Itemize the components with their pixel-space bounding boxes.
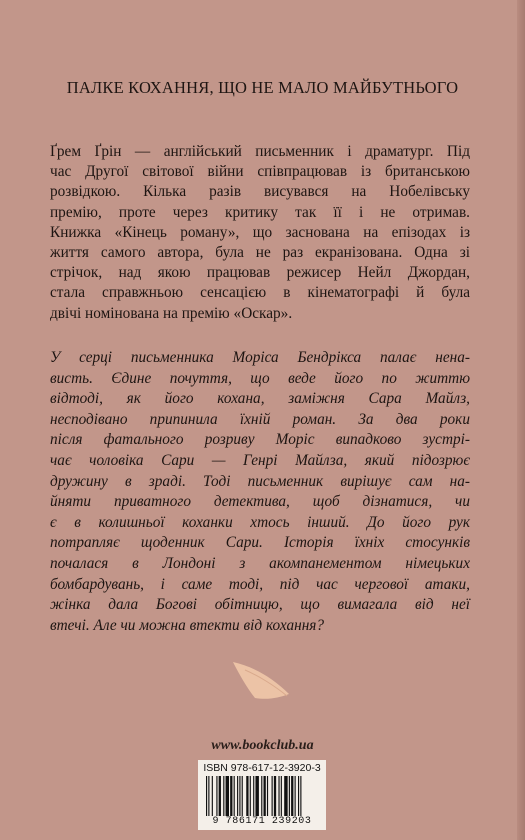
synopsis-line: відтоді, як його кохана, заміжня Сара Майлз, [50, 390, 470, 408]
publisher-url: www.bookclub.ua [211, 738, 314, 753]
cover-title: ПАЛКЕ КОХАННЯ, ЩО НЕ МАЛО МАЙБУТНЬОГО [66, 78, 459, 97]
author-line: розвідкою. Кілька разів висувався на Нобелівську [50, 183, 470, 201]
synopsis-line: жінка дала Богові обітницю, що вимагала від неї [50, 596, 470, 614]
synopsis-line: є в колишньої коханки хтось інший. До його рук [50, 513, 470, 531]
synopsis-line: втечі. Але чи можна втекти від кохання? [50, 616, 325, 634]
book-page-logo-icon [231, 658, 295, 702]
author-line: стала справжньою сенсацією в кінематографі й була [50, 284, 470, 302]
barcode-panel [198, 760, 326, 830]
author-paragraph [50, 142, 470, 324]
synopsis-line: дружину в зраді. Тоді письменник вирішує сам на- [50, 472, 470, 490]
author-line: час Другої світової війни співпрацював із британською [50, 163, 470, 181]
isbn-text: ISBN 978-617-12-3920-3 [203, 762, 321, 774]
synopsis-line: У серці письменника Моріса Бендрікса палає нена- [50, 349, 470, 366]
author-line: премію, проте через критику так її і не отримав. [50, 203, 470, 221]
synopsis-line: висть. Єдине почуття, що веде його по життю [50, 369, 470, 387]
author-line: Ґрем Ґрін — англійський письменник і драматург. Під [50, 143, 470, 160]
author-line: життя самого автора, була не раз екранізована. Одна зі [50, 244, 470, 262]
synopsis-line: бомбардувань, і саме тоді, під час чергової атаки, [50, 575, 470, 593]
synopsis-line: після фатального розриву Моріс випадково зустрі- [50, 431, 470, 449]
author-line: стрічок, над якою працював режисер Нейл Джордан, [50, 264, 470, 282]
synopsis-line: йняти приватного детектива, щоб дізнатися, чи [50, 493, 470, 511]
cover-edge [517, 0, 525, 840]
author-line: Книжка «Кінець роману», що заснована на епізодах із [50, 223, 470, 241]
synopsis-line: потрапляє щоденник Сари. Історія їхніх стосунків [50, 534, 470, 552]
synopsis-line: несподівано припинила їхній роман. За два роки [50, 410, 470, 428]
synopsis-paragraph [50, 348, 470, 636]
barcode-icon [204, 776, 320, 816]
synopsis-line: чає чоловіка Сари — Генрі Майлза, який підозрює [50, 451, 470, 469]
synopsis-line: почалася в Лондоні з акомпанементом німецьких [50, 554, 470, 572]
barcode-digits: 9 786171 239203 [212, 816, 312, 827]
author-line: двічі номінована на премію «Оскар». [50, 304, 293, 322]
